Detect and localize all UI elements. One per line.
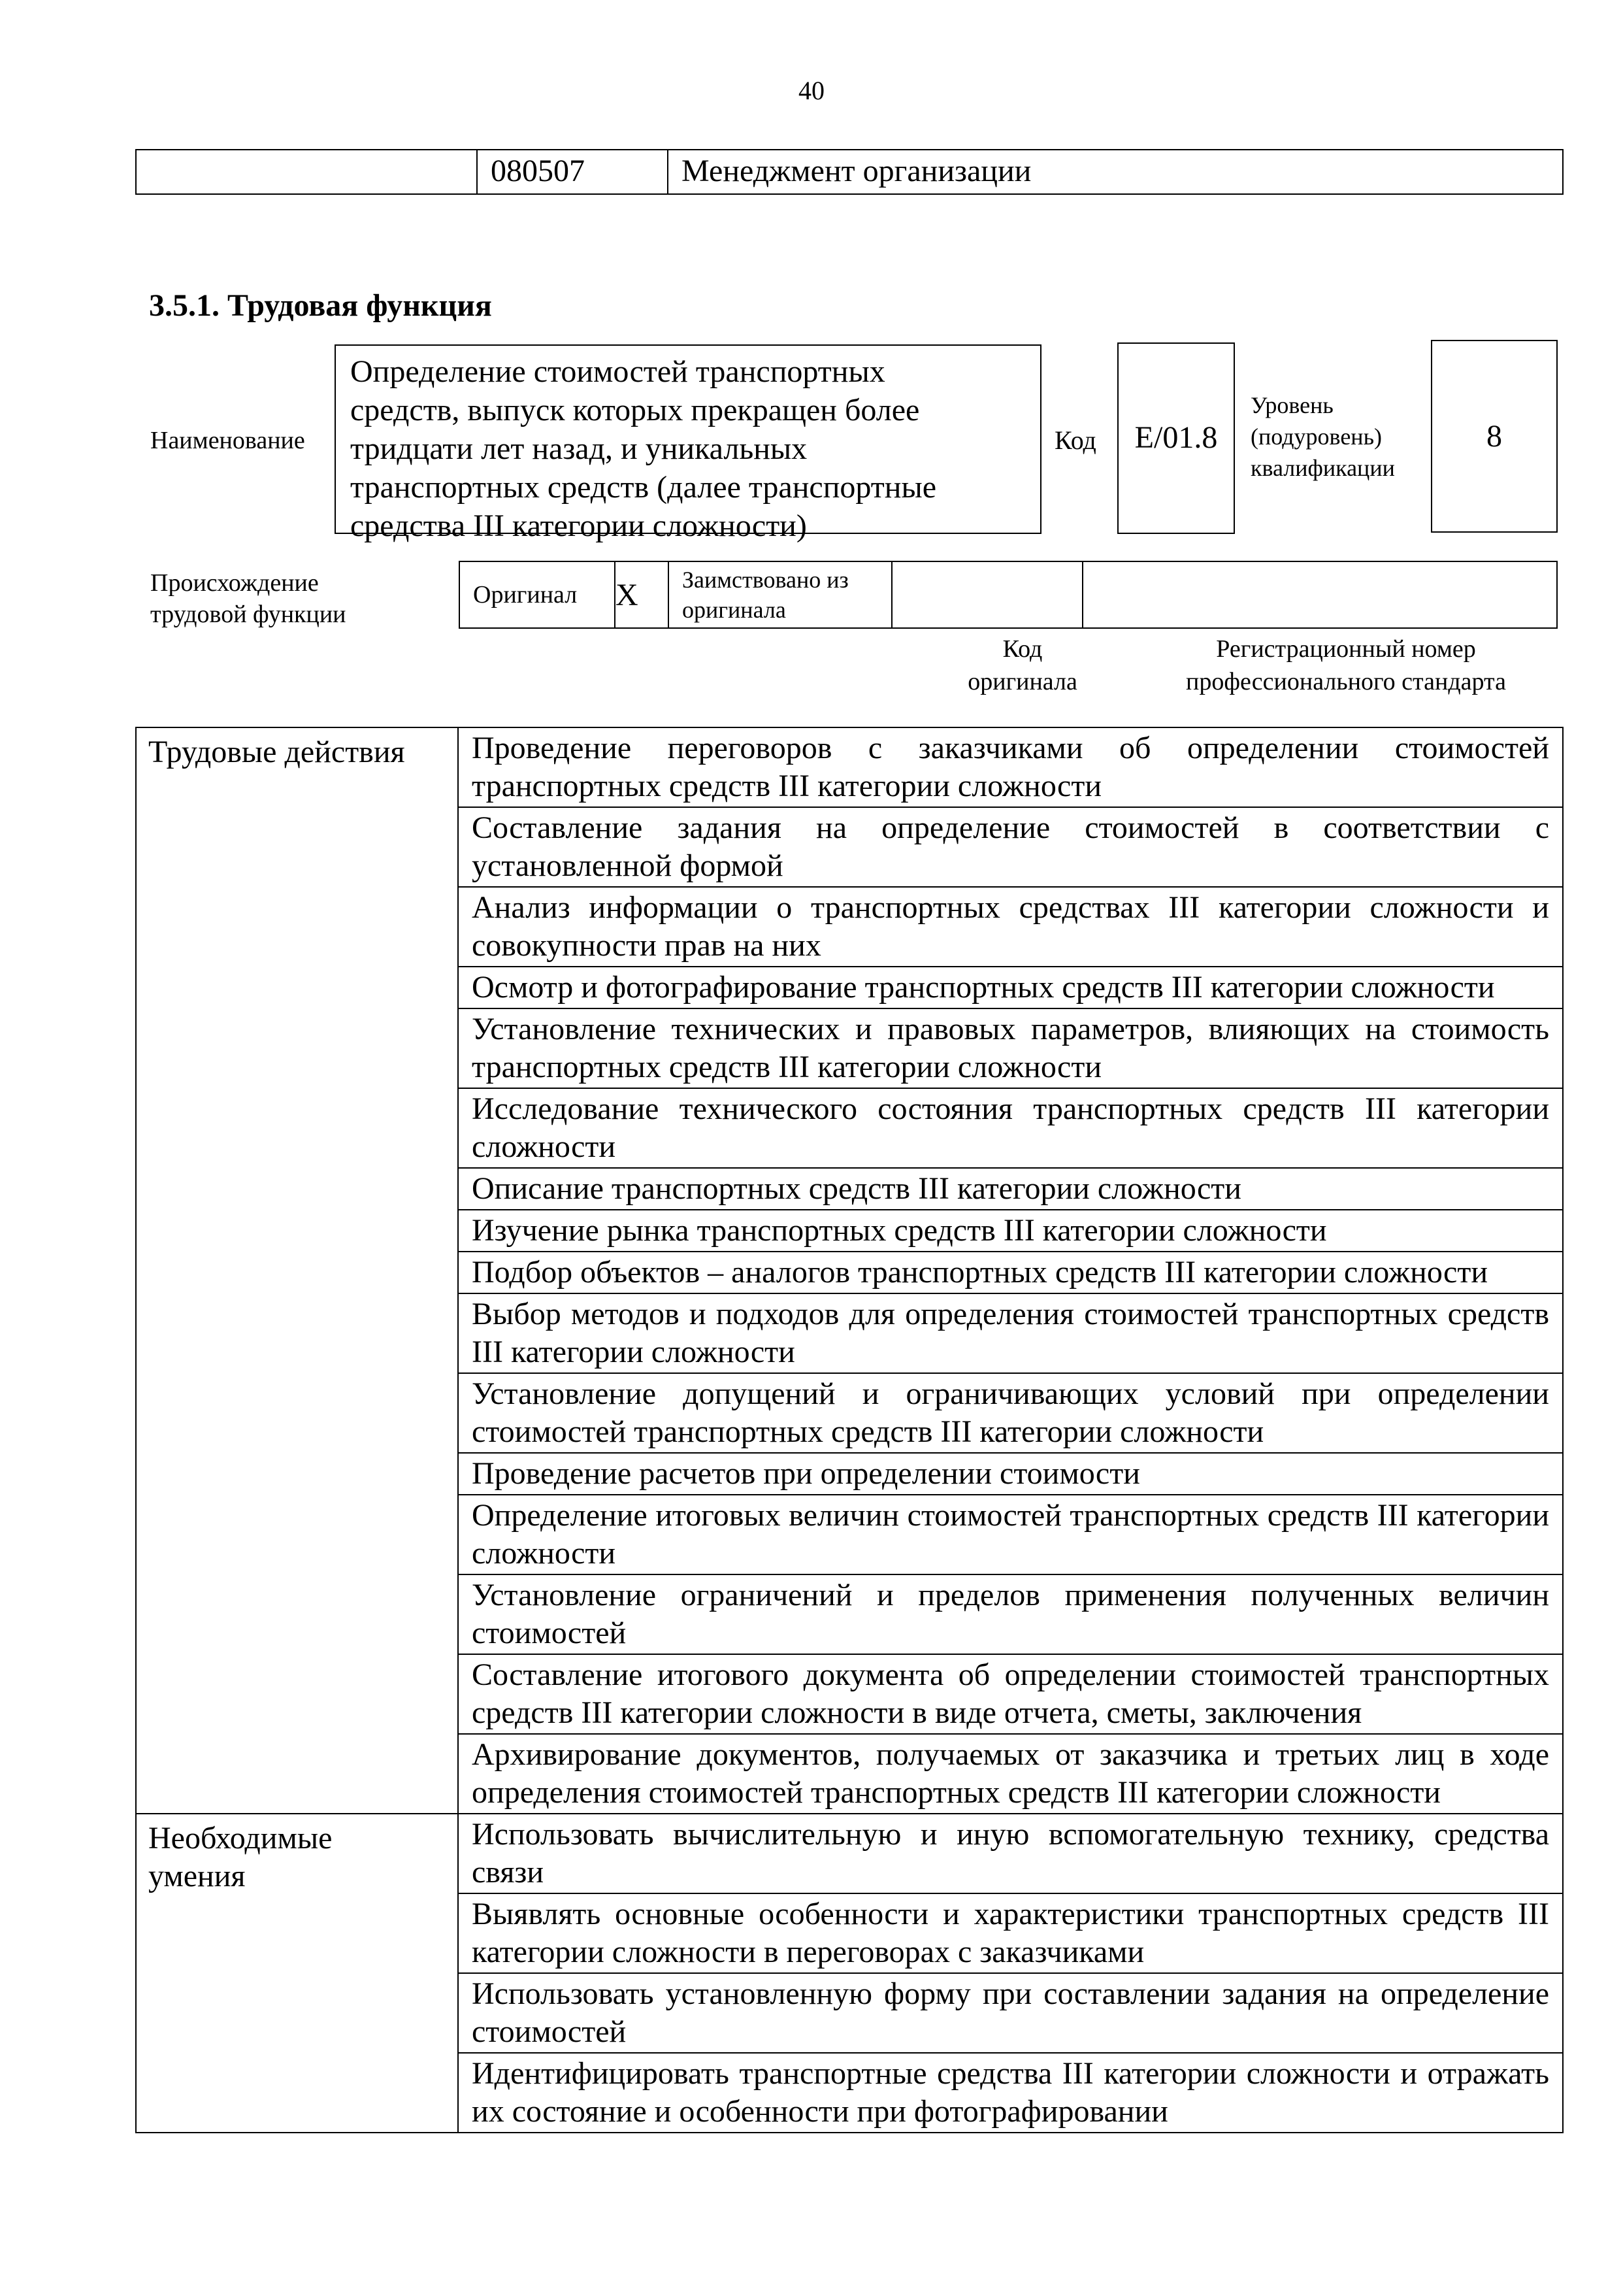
function-name-line: транспортных средств (далее транспортные	[350, 470, 936, 505]
registration-number-cell	[1083, 561, 1557, 628]
labor-action: Составление задания на определение стоимостей в соответствии с установленной формой	[458, 807, 1563, 887]
origin-label-line: Происхождение	[150, 569, 319, 597]
borrowed-label-line: оригинала	[682, 597, 786, 623]
labor-action: Установление допущений и ограничивающих условий при определении стоимостей транспортных средств III категории сложности	[458, 1373, 1563, 1453]
labor-action: Установление ограничений и пределов применения полученных величин стоимостей	[458, 1574, 1563, 1654]
origin-label-line: трудовой функции	[150, 601, 346, 628]
labor-action: Анализ информации о транспортных средствах III категории сложности и совокупности прав на них	[458, 887, 1563, 967]
original-label: Оригинал	[459, 561, 615, 628]
skills-header-line: умения	[148, 1859, 246, 1893]
registration-number-caption	[1137, 633, 1555, 698]
labor-actions-header: Трудовые действия	[136, 727, 458, 1814]
page-number: 40	[798, 76, 825, 105]
code-box	[1117, 342, 1235, 534]
skills-header-line: Необходимые	[148, 1821, 333, 1855]
function-code: E/01.8	[1134, 420, 1218, 455]
function-name-line: Определение стоимостей транспортных	[350, 354, 885, 389]
name-label: Наименование	[150, 427, 305, 454]
skills-header	[136, 1814, 458, 2133]
table-row	[136, 1814, 1563, 1893]
okso-code: 080507	[477, 150, 668, 194]
caption-line: Регистрационный номер	[1216, 635, 1476, 663]
labor-action: Исследование технического состояния транспортных средств III категории сложности	[458, 1088, 1563, 1168]
labor-action: Проведение переговоров с заказчиками об определении стоимостей транспортных средств III категории сложности	[458, 727, 1563, 807]
function-name	[350, 352, 1030, 545]
labor-action: Осмотр и фотографирование транспортных средств III категории сложности	[458, 967, 1563, 1008]
qualification-level-label	[1251, 390, 1395, 484]
level-box	[1431, 340, 1558, 533]
skill: Идентифицировать транспортные средства III категории сложности и отражать их состояние и особенности при фотографировании	[458, 2053, 1563, 2133]
labor-action: Описание транспортных средств III категории сложности	[458, 1168, 1563, 1210]
skill: Выявлять основные особенности и характеристики транспортных средств III категории сложности в переговорах с заказчиками	[458, 1893, 1563, 1973]
code-label: Код	[1055, 425, 1096, 455]
labor-action: Проведение расчетов при определении стоимости	[458, 1453, 1563, 1495]
origin-table	[459, 561, 1558, 629]
level-label-line: квалификации	[1251, 455, 1395, 481]
okso-row	[135, 149, 1564, 195]
function-name-box	[335, 344, 1041, 543]
function-details-table	[135, 727, 1564, 2133]
function-name-line: средств, выпуск которых прекращен более	[350, 393, 920, 427]
function-name-line: тридцати лет назад, и уникальных	[350, 431, 808, 466]
labor-action: Архивирование документов, получаемых от заказчика и третьих лиц в ходе определения стоимостей транспортных средств III категории сложности	[458, 1734, 1563, 1814]
caption-line: профессионального стандарта	[1186, 668, 1506, 695]
caption-line: оригинала	[968, 668, 1077, 695]
original-code-cell	[892, 561, 1083, 628]
original-mark: X	[615, 561, 668, 628]
labor-action: Определение итоговых величин стоимостей транспортных средств III категории сложности	[458, 1495, 1563, 1574]
level-label-line: (подуровень)	[1251, 424, 1382, 450]
section-title: 3.5.1. Трудовая функция	[149, 288, 492, 323]
okso-name: Менеджмент организации	[668, 150, 1563, 194]
borrowed-label-line: Заимствовано из	[682, 567, 849, 593]
labor-action: Установление технических и правовых параметров, влияющих на стоимость транспортных средств III категории сложности	[458, 1008, 1563, 1088]
labor-action: Составление итогового документа об определении стоимостей транспортных средств III категории сложности в виде отчета, сметы, заключения	[458, 1654, 1563, 1734]
skill: Использовать установленную форму при составлении задания на определение стоимостей	[458, 1973, 1563, 2053]
level-label-line: Уровень	[1251, 392, 1334, 418]
caption-line: Код	[1002, 635, 1043, 663]
table-row	[136, 727, 1563, 807]
origin-label	[150, 567, 346, 630]
original-code-caption	[928, 633, 1117, 698]
function-name-line: средства III категории сложности)	[350, 508, 807, 543]
qualification-level: 8	[1486, 419, 1502, 454]
borrowed-label	[668, 561, 892, 628]
labor-action: Выбор методов и подходов для определения стоимостей транспортных средств III категории сложности	[458, 1293, 1563, 1373]
labor-action: Изучение рынка транспортных средств III категории сложности	[458, 1210, 1563, 1252]
skill: Использовать вычислительную и иную вспомогательную технику, средства связи	[458, 1814, 1563, 1893]
labor-action: Подбор объектов – аналогов транспортных средств III категории сложности	[458, 1252, 1563, 1293]
okso-empty-cell	[136, 150, 477, 194]
